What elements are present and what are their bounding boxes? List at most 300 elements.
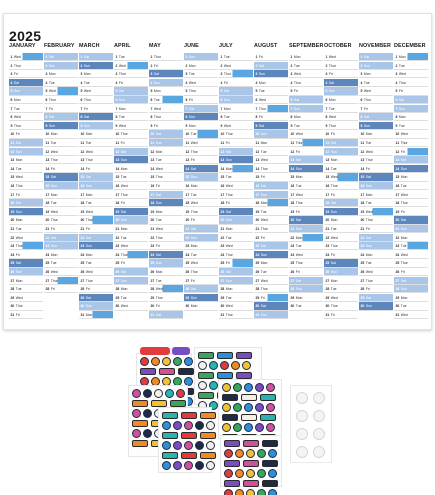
day-number: 2	[360, 63, 363, 68]
weekday-label: Sat	[400, 218, 406, 223]
day-number: 31	[255, 313, 260, 317]
weekday-label: Thur	[365, 158, 373, 163]
day-cell	[149, 191, 183, 199]
weekday-label: Wed	[330, 235, 338, 240]
day-cell	[324, 105, 358, 113]
day-number: 15	[115, 175, 120, 180]
day-cell	[184, 259, 218, 267]
day-cell	[79, 62, 113, 70]
day-number: 11	[80, 141, 85, 145]
round-sticker	[184, 421, 193, 430]
day-cell	[254, 113, 288, 121]
day-cell	[219, 191, 253, 199]
weekday-label: Tue	[155, 278, 162, 283]
day-cell	[79, 182, 113, 190]
day-cell	[324, 53, 358, 61]
weekday-label: Thur	[155, 175, 163, 180]
weekday-label: Mon	[225, 166, 233, 171]
day-cell	[184, 62, 218, 70]
day-number: 27	[395, 278, 400, 283]
day-number: 28	[395, 287, 400, 292]
round-sticker	[246, 449, 255, 458]
weekday-label: Tue	[223, 115, 230, 120]
day-cell	[289, 251, 323, 259]
day-cell	[114, 173, 148, 181]
day-number: 18	[395, 201, 400, 206]
day-number: 6	[360, 98, 363, 102]
day-number: 2	[150, 63, 153, 68]
day-number: 27	[80, 278, 85, 283]
day-number: 23	[45, 244, 50, 249]
day-number: 9	[45, 123, 48, 128]
day-number: 12	[360, 149, 365, 154]
day-number: 21	[150, 227, 155, 231]
day-cell	[394, 156, 428, 164]
day-number: 12	[185, 149, 190, 154]
day-cell	[394, 199, 428, 207]
weekday-label: Fri	[400, 149, 405, 154]
day-number: 24	[10, 252, 15, 257]
day-cell	[44, 62, 78, 70]
month-name: DECEMBER	[394, 43, 426, 49]
day-cell	[324, 311, 358, 319]
day-cell	[219, 156, 253, 164]
day-number: 27	[325, 278, 330, 283]
day-cell	[324, 259, 358, 267]
day-cell	[44, 234, 78, 242]
label-sticker	[262, 480, 278, 487]
day-number: 14	[360, 166, 365, 171]
day-number: 15	[255, 175, 260, 180]
weekday-label: Thur	[118, 72, 126, 77]
wall-calendar	[3, 13, 432, 330]
day-number: 16	[115, 184, 120, 188]
day-number: 10	[255, 132, 260, 137]
weekday-label: Sun	[328, 89, 335, 94]
day-cell	[44, 156, 78, 164]
day-number: 17	[115, 192, 120, 197]
day-cell	[79, 148, 113, 156]
day-cell	[359, 113, 393, 121]
label-sticker	[132, 440, 148, 447]
weekday-label: Wed	[155, 166, 163, 171]
day-number: 14	[185, 166, 190, 171]
day-number: 1	[220, 55, 223, 59]
day-number: 8	[220, 115, 223, 120]
day-number: 22	[395, 235, 400, 240]
round-sticker	[233, 383, 242, 392]
day-cell	[394, 79, 428, 87]
day-cell	[254, 191, 288, 199]
label-sticker	[181, 432, 197, 439]
day-number: 2	[255, 63, 258, 68]
day-number: 25	[80, 261, 85, 266]
day-number: 19	[150, 209, 155, 214]
weekday-label: Mon	[188, 63, 196, 68]
day-number: 9	[80, 123, 83, 128]
weekday-label: Wed	[225, 244, 233, 249]
day-cell	[149, 53, 183, 61]
day-number: 11	[150, 141, 155, 145]
day-number: 30	[395, 304, 400, 309]
weekday-label: Mon	[330, 158, 338, 163]
round-sticker	[143, 389, 152, 398]
weekday-label: Tue	[120, 235, 127, 240]
weekday-label: Tue	[13, 106, 20, 111]
weekday-label: Wed	[260, 158, 268, 163]
weekday-label: Mon	[190, 304, 198, 309]
round-sticker	[224, 469, 233, 478]
day-number: 25	[45, 261, 50, 266]
day-cell	[254, 182, 288, 190]
day-cell	[9, 113, 43, 121]
day-number: 1	[150, 55, 153, 59]
weekday-label: Sun	[330, 270, 337, 274]
day-number: 28	[150, 287, 155, 292]
day-cell	[289, 259, 323, 267]
weekday-label: Wed	[190, 201, 198, 206]
day-cell	[9, 268, 43, 276]
round-sticker	[195, 421, 204, 430]
day-cell	[254, 105, 288, 113]
weekday-label: Sat	[190, 166, 196, 171]
day-cell	[359, 139, 393, 147]
day-cell	[114, 105, 148, 113]
day-cell	[44, 225, 78, 233]
weekday-label: Sat	[13, 80, 19, 85]
weekday-label: Sun	[225, 278, 232, 283]
day-number: 8	[255, 115, 258, 120]
day-number: 23	[290, 244, 295, 249]
day-number: 28	[290, 287, 295, 292]
day-number: 8	[115, 115, 118, 120]
day-number: 30	[360, 304, 365, 309]
day-number: 17	[150, 192, 155, 197]
day-cell	[149, 251, 183, 259]
day-number: 28	[325, 287, 330, 292]
day-number: 11	[45, 141, 50, 145]
day-cell	[9, 208, 43, 216]
day-number: 7	[10, 106, 13, 111]
day-cell	[44, 216, 78, 224]
day-cell	[394, 311, 428, 319]
day-number: 1	[45, 55, 48, 59]
day-cell	[9, 259, 43, 267]
weekday-label: Sun	[260, 313, 267, 317]
weekday-label: Sun	[13, 89, 20, 94]
day-number: 20	[360, 218, 365, 223]
day-cell	[254, 251, 288, 259]
round-sticker	[255, 403, 264, 412]
weekday-label: Thur	[85, 218, 93, 223]
weekday-label: Sun	[365, 244, 372, 249]
day-number: 21	[255, 227, 260, 231]
day-cell	[219, 87, 253, 95]
day-cell	[9, 285, 43, 293]
round-sticker	[224, 449, 233, 458]
day-cell	[324, 130, 358, 138]
day-number: 10	[220, 132, 225, 137]
day-number: 13	[80, 158, 85, 163]
weekday-label: Mon	[120, 287, 128, 292]
day-cell	[114, 302, 148, 310]
day-cell	[9, 105, 43, 113]
day-number: 22	[115, 235, 120, 240]
day-number: 10	[290, 132, 295, 137]
day-cell	[394, 294, 428, 302]
day-number: 30	[325, 304, 330, 309]
day-number: 5	[325, 89, 328, 94]
weekday-label: Fri	[190, 158, 195, 163]
day-cell	[359, 285, 393, 293]
weekday-label: Tue	[400, 244, 407, 249]
day-cell	[184, 130, 218, 138]
weekday-label: Sat	[85, 295, 91, 300]
weekday-label: Wed	[223, 123, 231, 128]
day-cell	[79, 216, 113, 224]
day-number: 29	[255, 295, 260, 300]
weekday-label: Mon	[293, 115, 301, 120]
day-cell	[79, 156, 113, 164]
day-number: 18	[80, 201, 85, 206]
weekday-label: Sat	[260, 184, 266, 188]
weekday-label: Sun	[155, 141, 162, 145]
day-cell	[114, 268, 148, 276]
weekday-label: Tue	[50, 141, 57, 145]
day-cell	[9, 191, 43, 199]
weekday-label: Tue	[365, 201, 372, 206]
day-number: 26	[360, 270, 365, 274]
day-cell	[184, 277, 218, 285]
month-column	[289, 43, 323, 328]
label-sticker	[236, 372, 252, 379]
day-cell	[149, 87, 183, 95]
month-column	[149, 43, 183, 328]
weekday-label: Thur	[400, 201, 408, 206]
day-number: 5	[255, 89, 258, 94]
weekday-label: Fri	[330, 252, 335, 257]
day-number: 24	[255, 252, 260, 257]
weekday-label: Mon	[83, 72, 91, 77]
day-cell	[44, 130, 78, 138]
day-cell	[324, 122, 358, 130]
weekday-label: Wed	[50, 209, 58, 214]
day-number: 16	[360, 184, 365, 188]
day-number: 20	[220, 218, 225, 223]
day-cell	[219, 311, 253, 319]
weekday-label: Sun	[48, 123, 55, 128]
day-number: 5	[150, 89, 153, 94]
weekday-label: Fri	[120, 141, 125, 145]
round-sticker	[222, 383, 231, 392]
day-cell	[219, 234, 253, 242]
weekday-label: Fri	[330, 313, 335, 317]
weekday-label: Thur	[365, 278, 373, 283]
day-number: 23	[220, 244, 225, 249]
weekday-label: Mon	[190, 244, 198, 249]
weekday-label: Sat	[330, 261, 336, 266]
day-number: 3	[395, 72, 398, 77]
day-number: 31	[395, 313, 400, 317]
day-number: 4	[395, 80, 398, 85]
day-cell	[394, 173, 428, 181]
day-cell	[219, 268, 253, 276]
round-sticker	[132, 389, 141, 398]
weekday-label: Thur	[260, 166, 268, 171]
weekday-label: Sun	[223, 98, 230, 102]
day-number: 24	[290, 252, 295, 257]
day-cell	[254, 87, 288, 95]
weekday-label: Fri	[190, 278, 195, 283]
weekday-label: Sun	[295, 227, 302, 231]
day-number: 18	[255, 201, 260, 206]
weekday-label: Tue	[225, 235, 232, 240]
weekday-label: Fri	[50, 287, 55, 292]
day-cell	[114, 259, 148, 267]
round-sticker	[244, 423, 253, 432]
weekday-label: Mon	[400, 295, 408, 300]
round-sticker	[209, 361, 218, 370]
weekday-label: Thur	[50, 158, 58, 163]
day-number: 21	[185, 227, 190, 231]
day-cell	[149, 199, 183, 207]
day-cell	[324, 148, 358, 156]
weekday-label: Sun	[330, 209, 337, 214]
weekday-label: Sat	[400, 278, 406, 283]
day-cell	[184, 70, 218, 78]
round-sticker	[257, 469, 266, 478]
weekday-label: Sun	[118, 98, 125, 102]
day-cell	[219, 285, 253, 293]
day-cell	[219, 225, 253, 233]
day-cell	[9, 53, 43, 61]
weekday-label: Thur	[15, 244, 23, 249]
weekday-label: Thur	[225, 252, 233, 257]
month-name: JULY	[219, 43, 233, 49]
weekday-label: Sat	[365, 295, 371, 300]
day-cell	[289, 216, 323, 224]
weekday-label: Thur	[15, 304, 23, 309]
weekday-label: Wed	[85, 209, 93, 214]
adhesive-dot	[296, 428, 308, 440]
weekday-label: Tue	[15, 166, 22, 171]
weekday-label: Tue	[225, 295, 232, 300]
day-cell	[79, 302, 113, 310]
day-cell	[9, 165, 43, 173]
month-column	[394, 43, 428, 328]
weekday-label: Tue	[398, 123, 405, 128]
label-sticker	[262, 460, 278, 467]
day-cell	[254, 173, 288, 181]
day-cell	[289, 79, 323, 87]
day-number: 24	[150, 252, 155, 257]
day-number: 16	[290, 184, 295, 188]
weekday-label: Mon	[365, 252, 373, 257]
day-number: 15	[80, 175, 85, 180]
day-number: 11	[290, 141, 295, 145]
day-cell	[254, 225, 288, 233]
round-sticker	[233, 403, 242, 412]
label-sticker	[243, 440, 259, 447]
header-sticker	[172, 347, 190, 355]
day-number: 21	[395, 227, 400, 231]
day-number: 9	[290, 123, 293, 128]
day-cell	[289, 53, 323, 61]
weekday-label: Thur	[50, 278, 58, 283]
day-number: 15	[150, 175, 155, 180]
round-sticker	[244, 403, 253, 412]
day-cell	[44, 208, 78, 216]
weekday-label: Mon	[295, 295, 303, 300]
round-sticker	[224, 489, 233, 495]
day-number: 3	[185, 72, 188, 77]
day-number: 1	[290, 55, 293, 59]
weekday-label: Sat	[295, 158, 301, 163]
day-cell	[359, 182, 393, 190]
round-sticker	[165, 389, 174, 398]
round-sticker	[162, 441, 171, 450]
day-cell	[394, 122, 428, 130]
day-cell	[289, 208, 323, 216]
weekday-label: Sun	[15, 149, 22, 154]
day-number: 7	[290, 106, 293, 111]
weekday-label: Sat	[48, 115, 54, 120]
day-number: 2	[115, 63, 118, 68]
weekday-label: Sun	[83, 123, 90, 128]
day-number: 31	[220, 313, 225, 317]
day-number: 28	[220, 287, 225, 292]
day-cell	[9, 130, 43, 138]
weekday-label: Thur	[13, 63, 21, 68]
day-number: 11	[10, 141, 15, 145]
day-cell	[394, 148, 428, 156]
calendar-year: 2025	[9, 28, 42, 44]
day-number: 20	[255, 218, 260, 223]
day-cell	[44, 53, 78, 61]
weekday-label: Sun	[225, 218, 232, 223]
day-cell	[79, 225, 113, 233]
day-cell	[114, 251, 148, 259]
day-number: 9	[325, 123, 328, 128]
weekday-label: Sun	[15, 270, 22, 274]
day-cell	[114, 199, 148, 207]
weekday-label: Sun	[398, 106, 405, 111]
day-number: 19	[220, 209, 225, 214]
weekday-label: Sun	[15, 209, 22, 214]
day-cell	[394, 70, 428, 78]
day-number: 16	[150, 184, 155, 188]
round-sticker	[246, 489, 255, 495]
day-cell	[114, 70, 148, 78]
day-number: 3	[45, 72, 48, 77]
weekday-label: Sat	[365, 235, 371, 240]
day-number: 31	[10, 313, 15, 317]
day-cell	[9, 199, 43, 207]
day-number: 29	[360, 295, 365, 300]
weekday-label: Wed	[15, 235, 23, 240]
day-number: 19	[10, 209, 15, 214]
day-cell	[394, 130, 428, 138]
day-cell	[289, 148, 323, 156]
label-sticker	[217, 352, 233, 359]
weekday-label: Mon	[258, 80, 266, 85]
weekday-label: Tue	[293, 123, 300, 128]
weekday-label: Wed	[328, 55, 336, 59]
day-number: 2	[220, 63, 223, 68]
weekday-label: Mon	[293, 55, 301, 59]
day-number: 20	[325, 218, 330, 223]
day-number: 13	[325, 158, 330, 163]
